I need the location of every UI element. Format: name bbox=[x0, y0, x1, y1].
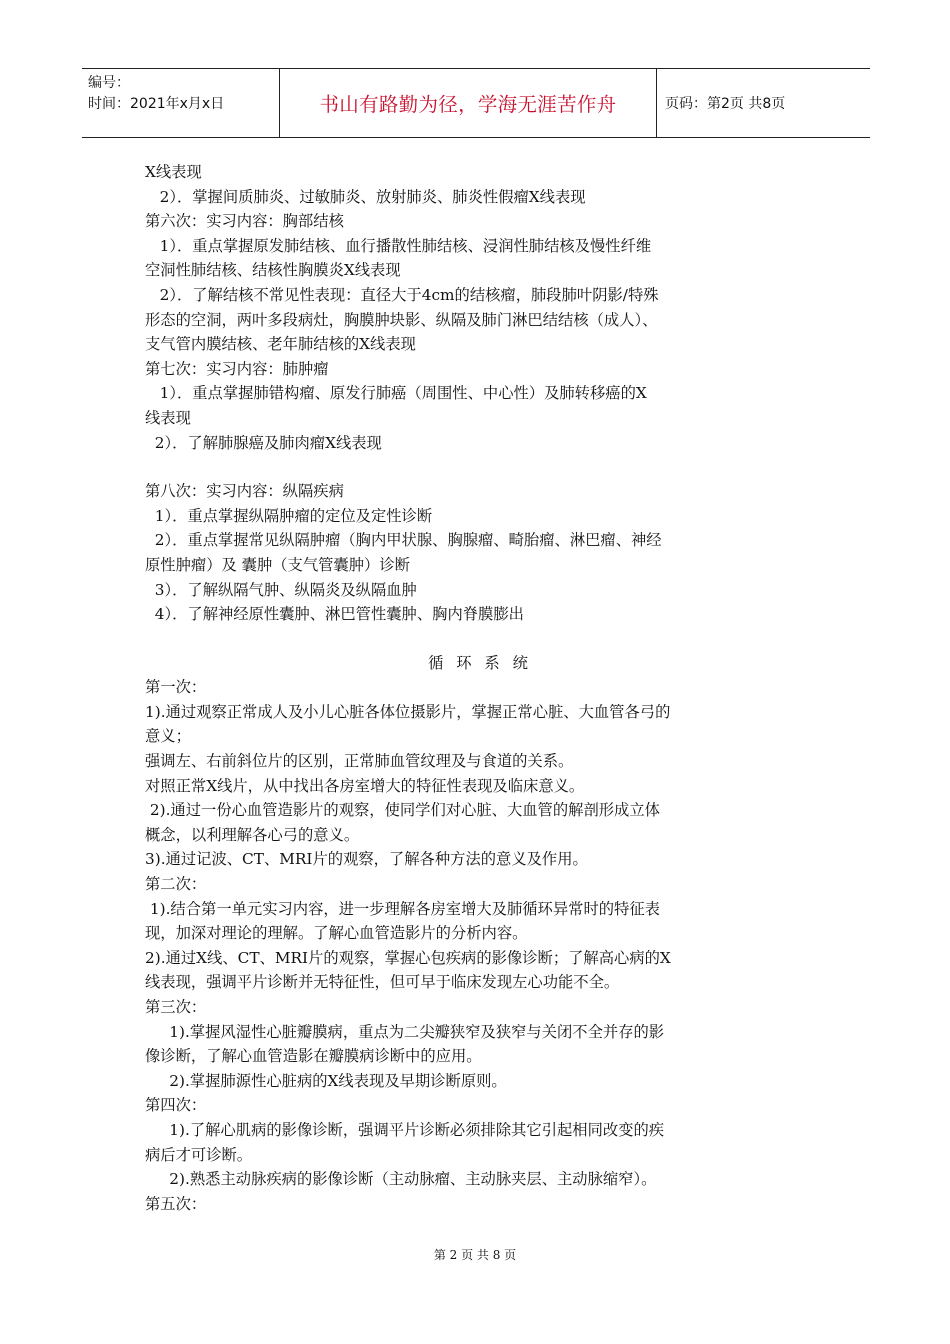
document-date-label: 时间：2021年x月x日 bbox=[88, 96, 225, 112]
text-line: 对照正常X线片，从中找出各房室增大的特征性表现及临床意义。 bbox=[145, 776, 585, 795]
text-line: 像诊断，了解心血管造影在瓣膜病诊断中的应用。 bbox=[145, 1047, 482, 1066]
page-footer: 第 2 页 共 8 页 bbox=[433, 1248, 517, 1262]
text-line: 1).掌握风湿性心脏瓣膜病，重点为二尖瓣狭窄及狭窄与关闭不全并存的影 bbox=[145, 1022, 665, 1041]
text-line: 2）．了解肺腺癌及肺肉瘤X线表现 bbox=[145, 433, 382, 452]
text-line: 第六次：实习内容：胸部结核 bbox=[145, 212, 344, 231]
text-line: 1).结合第一单元实习内容，进一步理解各房室增大及肺循环异常时的特征表 bbox=[145, 899, 660, 918]
page-header bbox=[82, 68, 870, 138]
text-line: 1).了解心肌病的影像诊断，强调平片诊断必须排除其它引起相同改变的疾 bbox=[145, 1120, 665, 1139]
text-line: 2).掌握肺源性心脏病的X线表现及早期诊断原则。 bbox=[145, 1071, 507, 1090]
header-motto: 书山有路勤为径，学海无涯苦作舟 bbox=[280, 69, 657, 137]
text-line: 第七次：实习内容：肺肿瘤 bbox=[145, 359, 329, 378]
header-meta bbox=[82, 69, 280, 137]
text-line: 空洞性肺结核、结核性胸膜炎X线表现 bbox=[145, 261, 401, 280]
text-line: 3）．了解纵隔气肿、纵隔炎及纵隔血肿 bbox=[145, 580, 417, 599]
text-line: 1）．重点掌握肺错构瘤、原发行肺癌（周围性、中心性）及肺转移癌的X bbox=[145, 384, 647, 403]
text-line: 第五次： bbox=[145, 1194, 207, 1213]
text-line: 2）．了解结核不常见性表现：直径大于4cm的结核瘤，肺段肺叶阴影/特殊 bbox=[145, 285, 659, 304]
text-line: 概念，以利理解各心弓的意义。 bbox=[145, 825, 360, 844]
text-line: 线表现 bbox=[145, 408, 191, 427]
text-line: 1）．重点掌握纵隔肿瘤的定位及定性诊断 bbox=[145, 506, 433, 525]
blank-line bbox=[145, 627, 815, 651]
text-line: 原性肿瘤）及 囊肿（支气管囊肿）诊断 bbox=[145, 555, 410, 574]
text-line: X线表现 bbox=[145, 163, 202, 181]
text-line: 第三次： bbox=[145, 998, 207, 1016]
document-number-label: 编号： bbox=[88, 75, 130, 91]
text-line: 线表现，强调平片诊断并无特征性，但可早于临床发现左心功能不全。 bbox=[145, 973, 620, 992]
text-line: 意义； bbox=[145, 727, 191, 746]
header-page-number: 页码：第2页 共8页 bbox=[665, 96, 786, 112]
text-line: 形态的空洞，两叶多段病灶，胸膜肿块影、纵隔及肺门淋巴结结核（成人）、 bbox=[145, 310, 658, 329]
text-line: 2）．掌握间质肺炎、过敏肺炎、放射肺炎、肺炎性假瘤X线表现 bbox=[145, 187, 586, 206]
text-line: 1）．重点掌握原发肺结核、血行播散性肺结核、浸润性肺结核及慢性纤维 bbox=[145, 236, 652, 255]
document-body bbox=[145, 160, 815, 1216]
text-line: 第二次： bbox=[145, 875, 207, 894]
text-line: 3).通过记波、CT、MRI片的观察，了解各种方法的意义及作用。 bbox=[145, 850, 588, 869]
text-line: 1).通过观察正常成人及小儿心脏各体位摄影片，掌握正常心脏、大血管各弓的 bbox=[145, 702, 671, 721]
text-line: 支气管内膜结核、老年肺结核的X线表现 bbox=[145, 335, 416, 354]
text-line: 第一次： bbox=[145, 678, 207, 697]
text-line: 强调左、右前斜位片的区别，正常肺血管纹理及与食道的关系。 bbox=[145, 752, 574, 771]
text-line: 4）．了解神经原性囊肿、淋巴管性囊肿、胸内脊膜膨出 bbox=[145, 605, 524, 624]
text-line: 2).通过一份心血管造影片的观察，使同学们对心脏、大血管的解剖形成立体 bbox=[145, 801, 660, 820]
text-line: 2）．重点掌握常见纵隔肿瘤（胸内甲状腺、胸腺瘤、畸胎瘤、淋巴瘤、神经 bbox=[145, 531, 662, 550]
text-line: 第八次：实习内容：纵隔疾病 bbox=[145, 482, 344, 501]
text-line: 第四次： bbox=[145, 1096, 207, 1115]
text-line: 2).熟悉主动脉疾病的影像诊断（主动脉瘤、主动脉夹层、主动脉缩窄）。 bbox=[145, 1170, 657, 1189]
text-line: 病后才可诊断。 bbox=[145, 1145, 253, 1164]
section-heading: 循 环 系 统 bbox=[428, 653, 532, 672]
blank-line bbox=[145, 455, 815, 479]
text-line: 2).通过X线、CT、MRI片的观察，掌握心包疾病的影像诊断；了解高心病的X bbox=[145, 948, 671, 967]
text-line: 现，加深对理论的理解。了解心血管造影片的分析内容。 bbox=[145, 924, 528, 943]
